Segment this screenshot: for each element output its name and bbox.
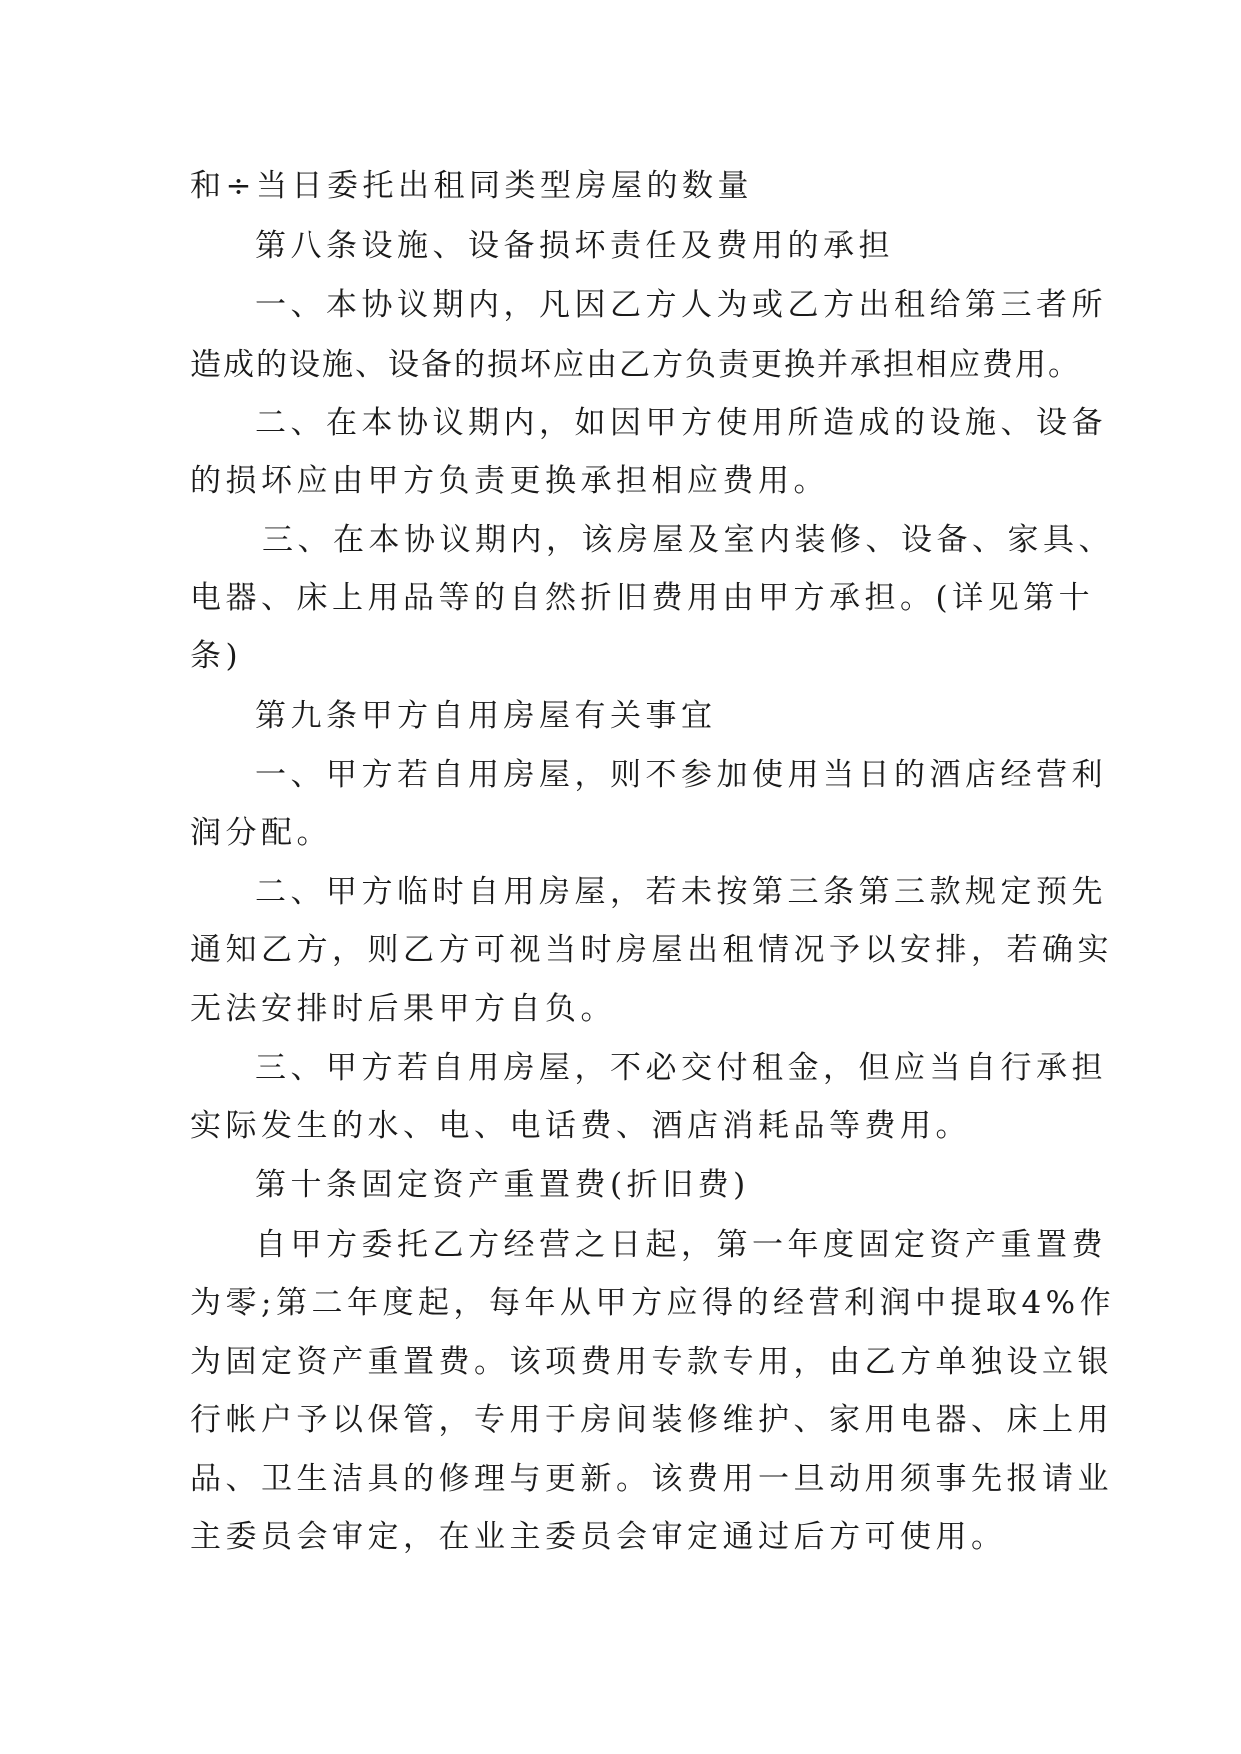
text-line: 二、在本协议期内，如因甲方使用所造成的设施、设备 — [255, 405, 1107, 441]
text-line: 二、甲方临时自用房屋，若未按第三条第三款规定预先 — [255, 874, 1107, 910]
text-line: 一、甲方若自用房屋，则不参加使用当日的酒店经营利 — [255, 757, 1107, 793]
text-line: 润分配。 — [190, 815, 332, 851]
text-line: 条) — [190, 638, 243, 674]
text-line: 和÷当日委托出租同类型房屋的数量 — [190, 168, 753, 204]
section-heading: 第九条甲方自用房屋有关事宜 — [255, 698, 717, 734]
text-line: 无法安排时后果甲方自负。 — [190, 991, 616, 1027]
text-line: 三、甲方若自用房屋，不必交付租金，但应当自行承担 — [255, 1050, 1107, 1086]
text-line: 为固定资产重置费。该项费用专款专用，由乙方单独设立银 — [190, 1344, 1113, 1380]
text-line: 电器、床上用品等的自然折旧费用由甲方承担。(详见第十 — [190, 580, 1095, 616]
text-line: 一、本协议期内，凡因乙方人为或乙方出租给第三者所 — [255, 287, 1107, 323]
text-line: 行帐户予以保管，专用于房间装修维护、家用电器、床上用 — [190, 1402, 1113, 1438]
text-line: 品、卫生洁具的修理与更新。该费用一旦动用须事先报请业 — [190, 1461, 1113, 1497]
text-line: 造成的设施、设备的损坏应由乙方负责更换并承担相应费用。 — [190, 347, 1081, 383]
text-line: 为零;第二年度起，每年从甲方应得的经营利润中提取4%作 — [190, 1285, 1116, 1321]
text-line: 的损坏应由甲方负责更换承担相应费用。 — [190, 463, 829, 499]
section-heading: 第十条固定资产重置费(折旧费) — [255, 1167, 750, 1203]
text-line: 三、在本协议期内，该房屋及室内装修、设备、家具、 — [262, 522, 1114, 558]
section-heading: 第八条设施、设备损坏责任及费用的承担 — [255, 228, 894, 264]
text-line: 自甲方委托乙方经营之日起，第一年度固定资产重置费 — [255, 1227, 1107, 1263]
text-line: 主委员会审定，在业主委员会审定通过后方可使用。 — [190, 1519, 1007, 1555]
text-line: 通知乙方，则乙方可视当时房屋出租情况予以安排，若确实 — [190, 932, 1113, 968]
text-line: 实际发生的水、电、电话费、酒店消耗品等费用。 — [190, 1108, 971, 1144]
